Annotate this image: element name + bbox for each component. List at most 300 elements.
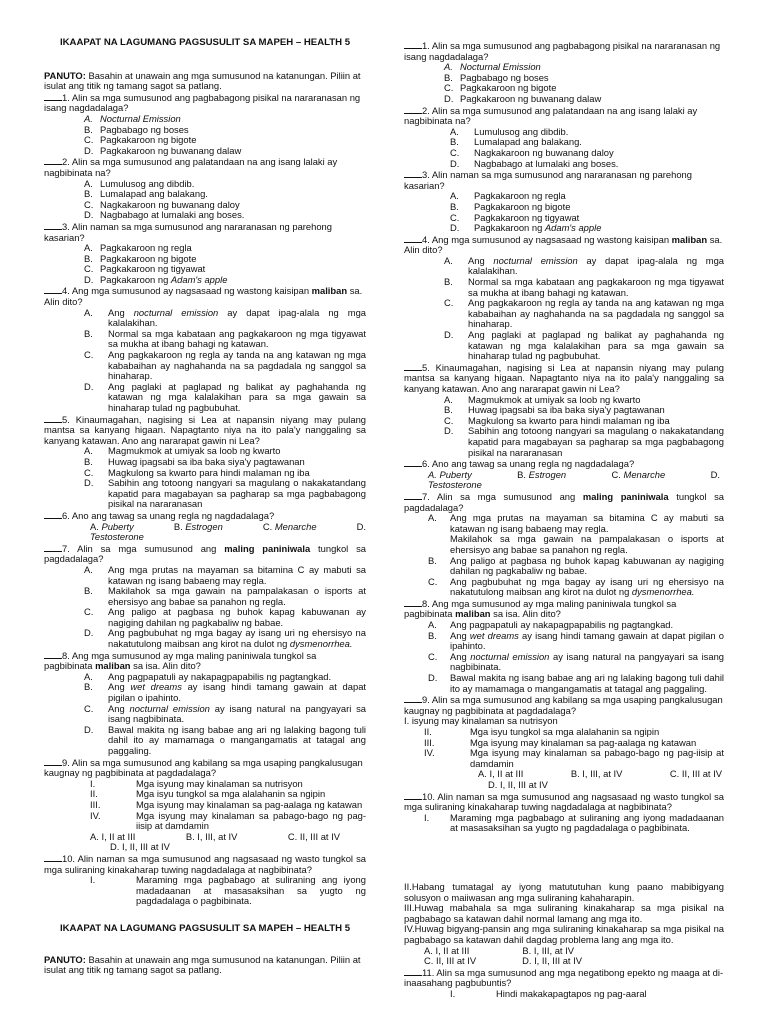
answer-blank[interactable]	[404, 491, 422, 500]
question-6-options	[44, 522, 366, 543]
question-text: 7. Alin sa mga sumusunod ang	[422, 490, 576, 502]
option-text: Ang mga prutas na mayaman sa bitamina C ay mabuti sa katawan ng isang babaeng may regla.	[108, 563, 366, 586]
option-letter: D.	[488, 778, 498, 790]
option-text: I, II at III	[489, 768, 524, 780]
option-text: Lumulusog ang dibdib.	[100, 177, 195, 189]
question-text: 8. Ang mga sumusunod ay mga maling paniniwala tungkol sa pagbibinata	[44, 649, 317, 672]
option-c	[288, 832, 340, 843]
option-letter: B.	[173, 520, 183, 532]
option-letter: C.	[611, 468, 621, 480]
item-text: Mga isyung may kinalaman sa pag-aalaga ng katawan	[470, 736, 697, 748]
option-letter: B.	[522, 944, 532, 956]
answer-blank[interactable]	[44, 853, 62, 862]
option-letter: A.	[84, 306, 93, 318]
question-text: 2. Alin sa mga sumusunod ang palatandaan na ang isang lalaki ay nagbibinata na?	[404, 104, 698, 127]
option-text: I, II at III	[435, 944, 470, 956]
answer-blank[interactable]	[44, 414, 62, 423]
item-numeral: I.	[424, 811, 430, 823]
option-letter: C.	[428, 650, 438, 662]
option-text: Pagkakaroon ng bigote	[474, 200, 571, 212]
option-text: Huwag ipagsabi sa iba baka siya'y pagtawanan	[468, 404, 665, 416]
answer-blank[interactable]	[404, 169, 422, 178]
option-letter: C.	[84, 134, 94, 146]
option-text: Pagbabago ng boses	[460, 71, 549, 83]
option-text	[450, 577, 724, 598]
question-text: 4. Ang mga sumusunod ay nagsasaad ng wastong kaisipan	[62, 285, 310, 297]
option-letter: C.	[84, 198, 94, 210]
option-b	[517, 470, 566, 481]
answer-blank[interactable]	[404, 458, 422, 467]
item-text: Mga isyung may kinalaman sa nutrisyon	[136, 777, 303, 789]
option-d	[90, 842, 366, 853]
option-letter: D.	[444, 425, 454, 437]
option-text-part: ay isang hindi tamang gawain at dapat pigilan o ipahinto.	[450, 629, 725, 652]
item-numeral: I.	[450, 987, 456, 999]
option-d	[478, 780, 724, 791]
question-text: 5. Kinaumagahan, nagising si Lea at napansin niyang may pulang mantsa sa kanyang higaan. Napagtanto niya na ito pala'y nanggaling sa kanyang katawan. Ano ang nararapat gawin ni Lea?	[404, 361, 724, 394]
option-text-part: Ang	[108, 702, 125, 714]
question-9	[404, 694, 724, 716]
option-text: Estrogen	[528, 468, 567, 480]
option-text: Menarche	[623, 468, 666, 480]
option-text: I, II, III at IV	[499, 778, 548, 790]
option-text: Ang mga prutas na mayaman sa bitamina C ay mabuti sa katawan ng isang babaeng may regla.	[450, 512, 724, 534]
option-text: Menarche	[274, 520, 317, 532]
option-letter: D.	[84, 273, 94, 285]
option-letter: B.	[450, 200, 459, 212]
option-b	[186, 832, 238, 843]
option-text-italic: Adam's apple	[544, 222, 602, 234]
option-text: Magmukmok at umiyak sa loob ng kwarto	[108, 445, 281, 457]
answer-blank[interactable]	[44, 650, 62, 659]
question-text: 4. Ang mga sumusunod ay nagsasaad ng wastong kaisipan	[422, 233, 670, 245]
option-letter: A.	[444, 393, 453, 405]
option-letter: D.	[110, 841, 120, 853]
option-letter: D.	[84, 477, 94, 489]
option-c	[263, 522, 317, 533]
option-letter: A.	[90, 830, 99, 842]
instructions	[44, 71, 366, 92]
option-letter: D.	[444, 329, 454, 341]
question-9-options	[404, 769, 724, 790]
option-text	[108, 682, 366, 703]
question-text: 1. Alin sa mga sumusunod ang pagbabagong pisikal na nararanasan ng isang nagdadalaga?	[44, 91, 361, 114]
question-7-options	[44, 565, 366, 650]
option-text-italic: nocturnal emission	[493, 254, 578, 266]
answer-blank[interactable]	[44, 156, 62, 165]
option-text-part: Ang	[108, 681, 125, 693]
option-letter: A.	[428, 512, 437, 524]
option-text	[108, 308, 366, 329]
question-3	[404, 169, 724, 191]
question-1	[404, 40, 724, 62]
option-text	[108, 628, 366, 649]
option-text: II, III at IV	[681, 768, 722, 780]
option-letter: D.	[450, 222, 460, 234]
option-text: Testosterone	[428, 479, 482, 491]
question-7	[404, 491, 724, 513]
option-letter: C.	[287, 830, 298, 842]
option-text: Ang paglaki at paglapad ng balikat ay paghahanda ng katawan ng mga kalalakihan para sa mga gawain sa hinaharap tulad ng pagbubuhat.	[468, 329, 724, 362]
question-4-options	[404, 256, 724, 362]
option-letter: C.	[84, 702, 94, 714]
question-5-options	[404, 395, 724, 459]
answer-blank[interactable]	[404, 362, 422, 371]
question-text: 8. Ang mga sumusunod ay mga maling paniniwala tungkol sa pagbibinata	[404, 597, 677, 620]
question-10-items	[44, 875, 366, 907]
option-letter: A.	[84, 112, 93, 124]
option-text-italic: wet dreams	[469, 629, 519, 641]
option-text: Puberty	[101, 520, 134, 532]
option-text: Pagkakaroon ng regla	[474, 190, 566, 202]
answer-blank[interactable]	[404, 598, 422, 607]
option-letter: A.	[84, 670, 93, 682]
option-text: Pagkakaroon ng buwanang dalaw	[100, 144, 242, 156]
option-letter: C.	[424, 955, 434, 967]
option-text: Ang paglaki at paglapad ng balikat ay paghahanda ng katawan ng mga kalalakihan para sa mga gawain sa hinaharap tulad ng pagbubuhat.	[108, 380, 366, 413]
question-8-options	[44, 672, 366, 757]
question-7	[44, 543, 366, 565]
option-text-part: ay isang natural na pangyayari sa isang nagbibinata.	[108, 702, 367, 725]
question-7-options	[404, 513, 724, 598]
option-letter: D.	[522, 955, 532, 967]
question-2-options	[404, 127, 724, 169]
question-1	[44, 92, 366, 114]
option-text-part: Ang pagbubuhat ng mga bagay ay isang uri ng ehersisyo na nakatutulong maibsan ang kirot na dulot ng	[450, 575, 724, 598]
question-text-end: sa. Alin dito?	[44, 285, 363, 308]
item-numeral: I.	[90, 874, 96, 886]
item-text: Hindi makakapagtapos ng pag-aaral	[496, 987, 647, 999]
item-text: Mga isyung may kinalaman sa pabago-bago ng pag-iisip at damdamin	[470, 747, 724, 769]
page-title: IKAAPAT NA LAGUMANG PAGSUSULIT SA MAPEH – HEALTH 5	[59, 37, 351, 48]
question-text: 3. Alin naman sa mga sumusunod ang nararanasan ng parehong kasarian?	[44, 220, 332, 243]
instructions-text: Basahin at unawain ang mga sumusunod na katanungan. Piliin at isulat ang titik ng tamang sagot sa patlang.	[44, 953, 361, 976]
option-text: Pagkakaroon ng tigyawat	[474, 211, 580, 223]
option-text: Estrogen	[185, 520, 223, 532]
answer-blank[interactable]	[404, 967, 422, 976]
option-letter: B.	[450, 136, 459, 148]
question-10-item-ii: II.Habang tumatagal ay iyong matututuhan kung paano mabibigyang solusyon o maiiwasan ang mga suliraning kahaharapin.	[404, 880, 724, 903]
option-letter: A.	[84, 177, 93, 189]
option-letter: C.	[669, 768, 680, 780]
question-11-items	[404, 989, 724, 1000]
option-letter	[428, 534, 450, 555]
option-letter: A.	[478, 768, 487, 780]
question-emphasis: maling paniniwala	[224, 542, 311, 554]
question-2	[44, 156, 366, 178]
question-10-items	[404, 813, 724, 834]
question-text: 10. Alin naman sa mga sumusunod ang nagsasaad ng wasto tungkol sa mga suliraning kinakaharap tuwing nagdadalaga at nagbibinata?	[44, 852, 366, 875]
item-text: Maraming mga pagbabago at suliraning ang iyong madadaanan at masasaksihan sa yugto ng pagdadalaga o pagbibinata.	[450, 811, 724, 834]
item-text: Maraming mga pagbabago at suliraning ang iyong madadaanan at masasaksihan sa yugto ng pagdadalaga o pagbibinata.	[136, 874, 366, 907]
page-title-second: IKAAPAT NA LAGUMANG PAGSUSULIT SA MAPEH – HEALTH 5	[59, 923, 351, 934]
option-letter: C.	[444, 414, 454, 426]
option-text: Sabihin ang totoong nangyari sa magulang o nakakatandang kapatid para magabayan sa pagharap sa mga pagbabagong pisikal na nararanasan	[468, 425, 724, 458]
option-letter: B.	[84, 123, 93, 135]
option-letter: B.	[84, 455, 93, 467]
option-letter: A.	[84, 242, 93, 254]
option-text: Testosterone	[90, 531, 144, 543]
question-2	[404, 105, 724, 127]
option-letter: C.	[428, 575, 438, 587]
question-text: 6. Ano ang tawag sa unang regla ng nagdadalaga?	[422, 458, 635, 470]
left-column	[44, 38, 366, 907]
question-3-options	[44, 243, 366, 285]
instructions-text: Basahin at unawain ang mga sumusunod na katanungan. Piliin at isulat ang titik ng tamang sagot sa patlang.	[44, 69, 361, 92]
option-text: I, II, III at IV	[121, 841, 170, 853]
question-10-options-row2	[404, 956, 724, 967]
option-b	[571, 769, 623, 780]
item-numeral: IV.	[90, 809, 101, 821]
item-text: Mga isyung may kinalaman sa pabago-bago ng pag-iisip at damdamin	[136, 809, 366, 832]
option-text-part: Ang	[450, 650, 467, 662]
option-text	[108, 704, 366, 725]
question-emphasis: maling paniniwala	[582, 490, 669, 502]
item-numeral: I.	[90, 777, 96, 789]
question-text: 10. Alin naman sa mga sumusunod ang nagsasaad ng wasto tungkol sa mga suliraning kinakaharap tuwing nagdadalaga at nagbibinata?	[404, 790, 724, 813]
option-letter: A.	[424, 944, 433, 956]
option-b	[174, 522, 223, 533]
option-letter: B.	[517, 468, 527, 480]
option-text: Normal sa mga kabataan ang pagkakaroon ng mga tigyawat sa mukha at ibang bahagi ng katawan.	[468, 276, 724, 298]
answer-blank[interactable]	[404, 694, 422, 703]
option-letter: A.	[428, 468, 437, 480]
question-emphasis: maliban	[95, 660, 131, 672]
answer-blank[interactable]	[44, 92, 62, 101]
option-text: Magkulong sa kwarto para hindi malaman ng iba	[108, 466, 310, 478]
option-text: Pagkakaroon ng regla	[100, 242, 192, 254]
option-text-part: Pagkakaroon ng	[474, 222, 543, 234]
question-emphasis: maliban	[311, 285, 348, 297]
option-letter: C.	[262, 520, 273, 532]
question-10-item-iv: IV.Huwag bigyang-pansin ang mga suliraning kinakaharap sa mga pisikal na pagbabago sa katawan dahil dagdag problema lang ang mga ito.	[404, 923, 724, 945]
question-4	[44, 285, 366, 307]
question-1-options	[404, 62, 724, 104]
option-letter: A.	[90, 520, 99, 532]
item-numeral: II.	[424, 726, 432, 737]
option-letter: B.	[428, 629, 437, 641]
option-letter: D.	[450, 157, 460, 169]
question-9-first-item: I. isyung may kinalaman sa nutrisyon	[404, 715, 558, 727]
item-numeral: III.	[424, 736, 435, 748]
option-letter: B.	[570, 768, 580, 780]
option-letter: A.	[444, 61, 453, 73]
answer-blank[interactable]	[404, 40, 422, 49]
option-letter: B.	[444, 404, 453, 416]
option-c	[424, 956, 476, 967]
question-4	[404, 234, 724, 256]
question-9-items	[44, 779, 366, 853]
option-text	[450, 631, 724, 652]
option-text-part: Pagkakaroon ng	[100, 273, 169, 285]
option-letter: D.	[428, 672, 438, 684]
option-text: Pagbabago ng boses	[100, 123, 189, 135]
option-letter: B.	[185, 830, 195, 842]
question-text: 3. Alin naman sa mga sumusunod ang nararanasan ng parehong kasarian?	[404, 169, 692, 191]
option-text: I, III, at IV	[197, 830, 238, 842]
option-text: Ang paligo at pagbasa ng buhok kapag kabuwanan ay nagiging dahilan ng pagkabaliw ng babae.	[450, 554, 724, 577]
question-9	[44, 757, 366, 779]
question-4-options	[44, 308, 366, 414]
option-c	[612, 470, 666, 481]
answer-blank[interactable]	[404, 234, 422, 243]
option-text-italic: nocturnal emission	[470, 650, 550, 662]
option-text: Nagbabago at lumalaki ang boses.	[474, 157, 619, 169]
instructions-label: PANUTO:	[44, 69, 86, 81]
option-c	[670, 769, 722, 780]
instructions-second	[44, 955, 366, 976]
question-text: 5. Kinaumagahan, nagising si Lea at napansin niyang may pulang mantsa sa kanyang higaan. Napagtanto niya na ito pala'y nanggaling sa kanyang katawan. Ano ang nararapat gawin ni Lea?	[44, 413, 366, 446]
option-text: Pagkakaroon ng tigyawat	[100, 263, 206, 275]
option-text: Makilahok sa mga gawain na pampalakasan o isports at ehersisyo ang babae sa panahon ng regla.	[450, 533, 724, 555]
answer-blank[interactable]	[44, 757, 62, 766]
question-text: 9. Alin sa mga sumusunod ang kabilang sa mga usaping pangkalusugan kaugnay ng pagbibinata at pagdadalaga?	[44, 756, 363, 779]
option-letter: B.	[84, 585, 93, 597]
option-letter: C.	[444, 82, 454, 94]
option-text: I, III, at IV	[582, 768, 623, 780]
option-text: Ang pagpapatuli ay nakapagpapabilis ng pagtangkad.	[108, 670, 332, 682]
question-text-end: tungkol sa pagdadalaga?	[404, 490, 725, 513]
option-text-italic: nocturnal emission	[133, 306, 219, 318]
option-text: II, III at IV	[435, 955, 477, 967]
option-text: Bawal makita ng isang babae ang ari ng lalaking bagong tuli dahil ito ay mamamaga o mangangamatis at tatagal ang paggaling.	[450, 672, 724, 694]
option-text-part: ay dapat ipag-alala ng mga kalalakihan.	[468, 254, 725, 277]
option-letter: B.	[444, 71, 453, 83]
item-text: Mga isyu tungkol sa mga alalahanin sa ngipin	[470, 726, 660, 737]
option-text-italic: dysmenorrhea.	[631, 586, 695, 598]
option-letter: B.	[428, 554, 437, 566]
option-letter: C.	[450, 211, 460, 223]
option-text: Normal sa mga kabataan ang pagkakaroon ng mga tigyawat sa mukha at ibang bahagi ng katawan.	[108, 327, 366, 350]
option-letter: B.	[84, 188, 93, 200]
question-3	[44, 221, 366, 243]
question-text: 7. Alin sa mga sumusunod ang	[62, 542, 217, 554]
option-text: Lumalapad ang balakang.	[100, 188, 208, 200]
option-letter: D.	[84, 209, 94, 221]
question-5	[404, 362, 724, 395]
option-text-italic: nocturnal emission	[129, 702, 210, 714]
answer-blank[interactable]	[44, 510, 62, 519]
option-letter: A.	[84, 563, 93, 575]
question-text: 2. Alin sa mga sumusunod ang palatandaan na ang isang lalaki ay nagbibinata na?	[44, 156, 338, 178]
option-text: I, II at III	[101, 830, 136, 842]
option-text: Nagbabago at lumalaki ang boses.	[100, 209, 245, 221]
option-text-italic: wet dreams	[130, 681, 182, 693]
question-text-end: sa isa. Alin dito?	[493, 608, 561, 620]
option-text	[468, 256, 724, 277]
option-letter: A.	[450, 125, 459, 137]
question-8	[44, 650, 366, 672]
question-text: 1. Alin sa mga sumusunod ang pagbabagong pisikal na nararanasan ng isang nagdadalaga?	[404, 40, 721, 62]
option-text-part: Ang	[468, 254, 485, 266]
option-text: Pagkakaroon ng bigote	[100, 252, 197, 264]
item-numeral: III.	[90, 798, 101, 810]
option-text: Sabihin ang totoong nangyari sa magulang o nakakatandang kapatid para magabayan sa pagharap sa mga pagbabagong pisikal na nararanasan	[108, 477, 366, 510]
option-text-part: ay dapat ipag-alala ng mga kalalakihan.	[108, 306, 367, 329]
option-letter: D.	[84, 723, 94, 735]
option-text: Makilahok sa mga gawain na pampalakasan o isports at ehersisyo ang babae sa panahon ng regla.	[108, 585, 366, 607]
question-emphasis: maliban	[671, 233, 708, 245]
question-text: 9. Alin sa mga sumusunod ang kabilang sa mga usaping pangkalusugan kaugnay ng pagbibinata at pagdadalaga?	[404, 694, 723, 716]
question-6-options	[404, 470, 724, 491]
question-10-item-iii: III.Huwag mabahala sa mga suliraning kinakaharap sa mga pisikal na pagbabago sa katawan dahil normal lamang ang mga ito.	[404, 902, 724, 924]
option-text: Ang paligo at pagbasa ng buhok kapag kabuwanan ay nagiging dahilan ng pagkabaliw ng babae.	[108, 606, 366, 628]
option-text: Magkulong sa kwarto para hindi malaman ng iba	[468, 414, 670, 426]
question-9-items	[404, 727, 724, 769]
question-5	[44, 414, 366, 447]
left-column-second-header	[44, 924, 366, 976]
option-text-part: Ang pagbubuhat ng mga bagay ay isang uri ng ehersisyo na nakatutulong maibsan ang kirot na dulot ng	[108, 627, 366, 650]
option-letter: A.	[84, 445, 93, 457]
item-numeral: II.	[90, 788, 98, 800]
option-text-part: Ang	[108, 306, 125, 318]
option-letter: A.	[428, 619, 437, 631]
option-text: Pagkakaroon ng buwanang dalaw	[460, 92, 602, 104]
instructions-label: PANUTO:	[44, 953, 86, 965]
option-text-part: ay isang natural na pangyayari sa isang nagbibinata.	[450, 650, 724, 673]
answer-blank[interactable]	[44, 285, 62, 294]
option-text: Nocturnal Emission	[100, 112, 181, 124]
question-text-end: tungkol sa pagdadalaga?	[44, 542, 366, 565]
option-d	[522, 956, 582, 967]
option-letter: C.	[450, 146, 460, 158]
question-11	[404, 967, 724, 989]
option-text: Pagkakaroon ng bigote	[100, 134, 197, 146]
option-text	[450, 652, 724, 673]
option-letter: C.	[444, 297, 454, 309]
answer-blank[interactable]	[44, 221, 62, 230]
answer-blank[interactable]	[44, 543, 62, 552]
option-text: Bawal makita ng isang babae ang ari ng lalaking bagong tuli dahil ito ay mamamaga o mangangamatis at tatagal ang paggaling.	[108, 723, 366, 756]
option-text: Nagkakaroon ng buwanang daloy	[100, 198, 240, 210]
option-text	[474, 223, 601, 234]
option-text: Ang pagkakaroon ng regla ay tanda na ang katawan ng mga kababaihan ay naghahanda na sa pagdadala ng sanggol sa hinaharap.	[468, 297, 724, 330]
option-letter: D.	[710, 468, 720, 480]
answer-blank[interactable]	[404, 791, 422, 800]
option-text-part: ay isang hindi tamang gawain at dapat pigilan o ipahinto.	[108, 681, 367, 704]
option-letter: D.	[84, 144, 94, 156]
option-text: Ang pagpapatuli ay nakapagpapabilis ng pagtangkad.	[450, 619, 674, 631]
option-text: Nocturnal Emission	[460, 61, 541, 73]
item-text: Mga isyu tungkol sa mga alalahanin sa ngipin	[136, 788, 326, 800]
question-text: 11. Alin sa mga sumusunod ang mga negatibong epekto ng maaga at di-inaasahang pagbubuntis?	[404, 966, 724, 989]
option-text: Huwag ipagsabi sa iba baka siya'y pagtawanan	[108, 455, 305, 467]
option-letter: B.	[444, 276, 453, 288]
option-letter: D.	[84, 380, 94, 392]
answer-blank[interactable]	[404, 105, 422, 114]
option-text: Lumulusog ang dibdib.	[474, 125, 569, 137]
question-text-end: sa. Alin dito?	[404, 233, 723, 256]
option-letter: C.	[84, 263, 94, 275]
item-numeral: IV.	[424, 747, 435, 759]
option-text	[100, 275, 227, 286]
option-text-italic: dysmenorrhea.	[289, 638, 353, 650]
option-text: Puberty	[439, 468, 472, 480]
option-text: I, III, at IV	[533, 944, 574, 956]
option-letter: C.	[84, 606, 94, 618]
question-3-options	[404, 191, 724, 233]
option-text: Pagkakaroon ng bigote	[460, 82, 557, 94]
question-8-options	[404, 620, 724, 694]
option-text: Ang pagkakaroon ng regla ay tanda na ang katawan ng mga kababaihan ay naghahanda na sa pagdadala ng sanggol sa hinaharap.	[108, 349, 366, 382]
option-text: I, II, III at IV	[534, 955, 582, 967]
question-10	[404, 791, 724, 813]
option-letter: B.	[84, 681, 93, 693]
option-letter: A.	[444, 254, 453, 266]
option-text-part: Ang	[450, 629, 467, 641]
option-letter: C.	[84, 466, 94, 478]
option-text: II, III at IV	[299, 830, 340, 842]
